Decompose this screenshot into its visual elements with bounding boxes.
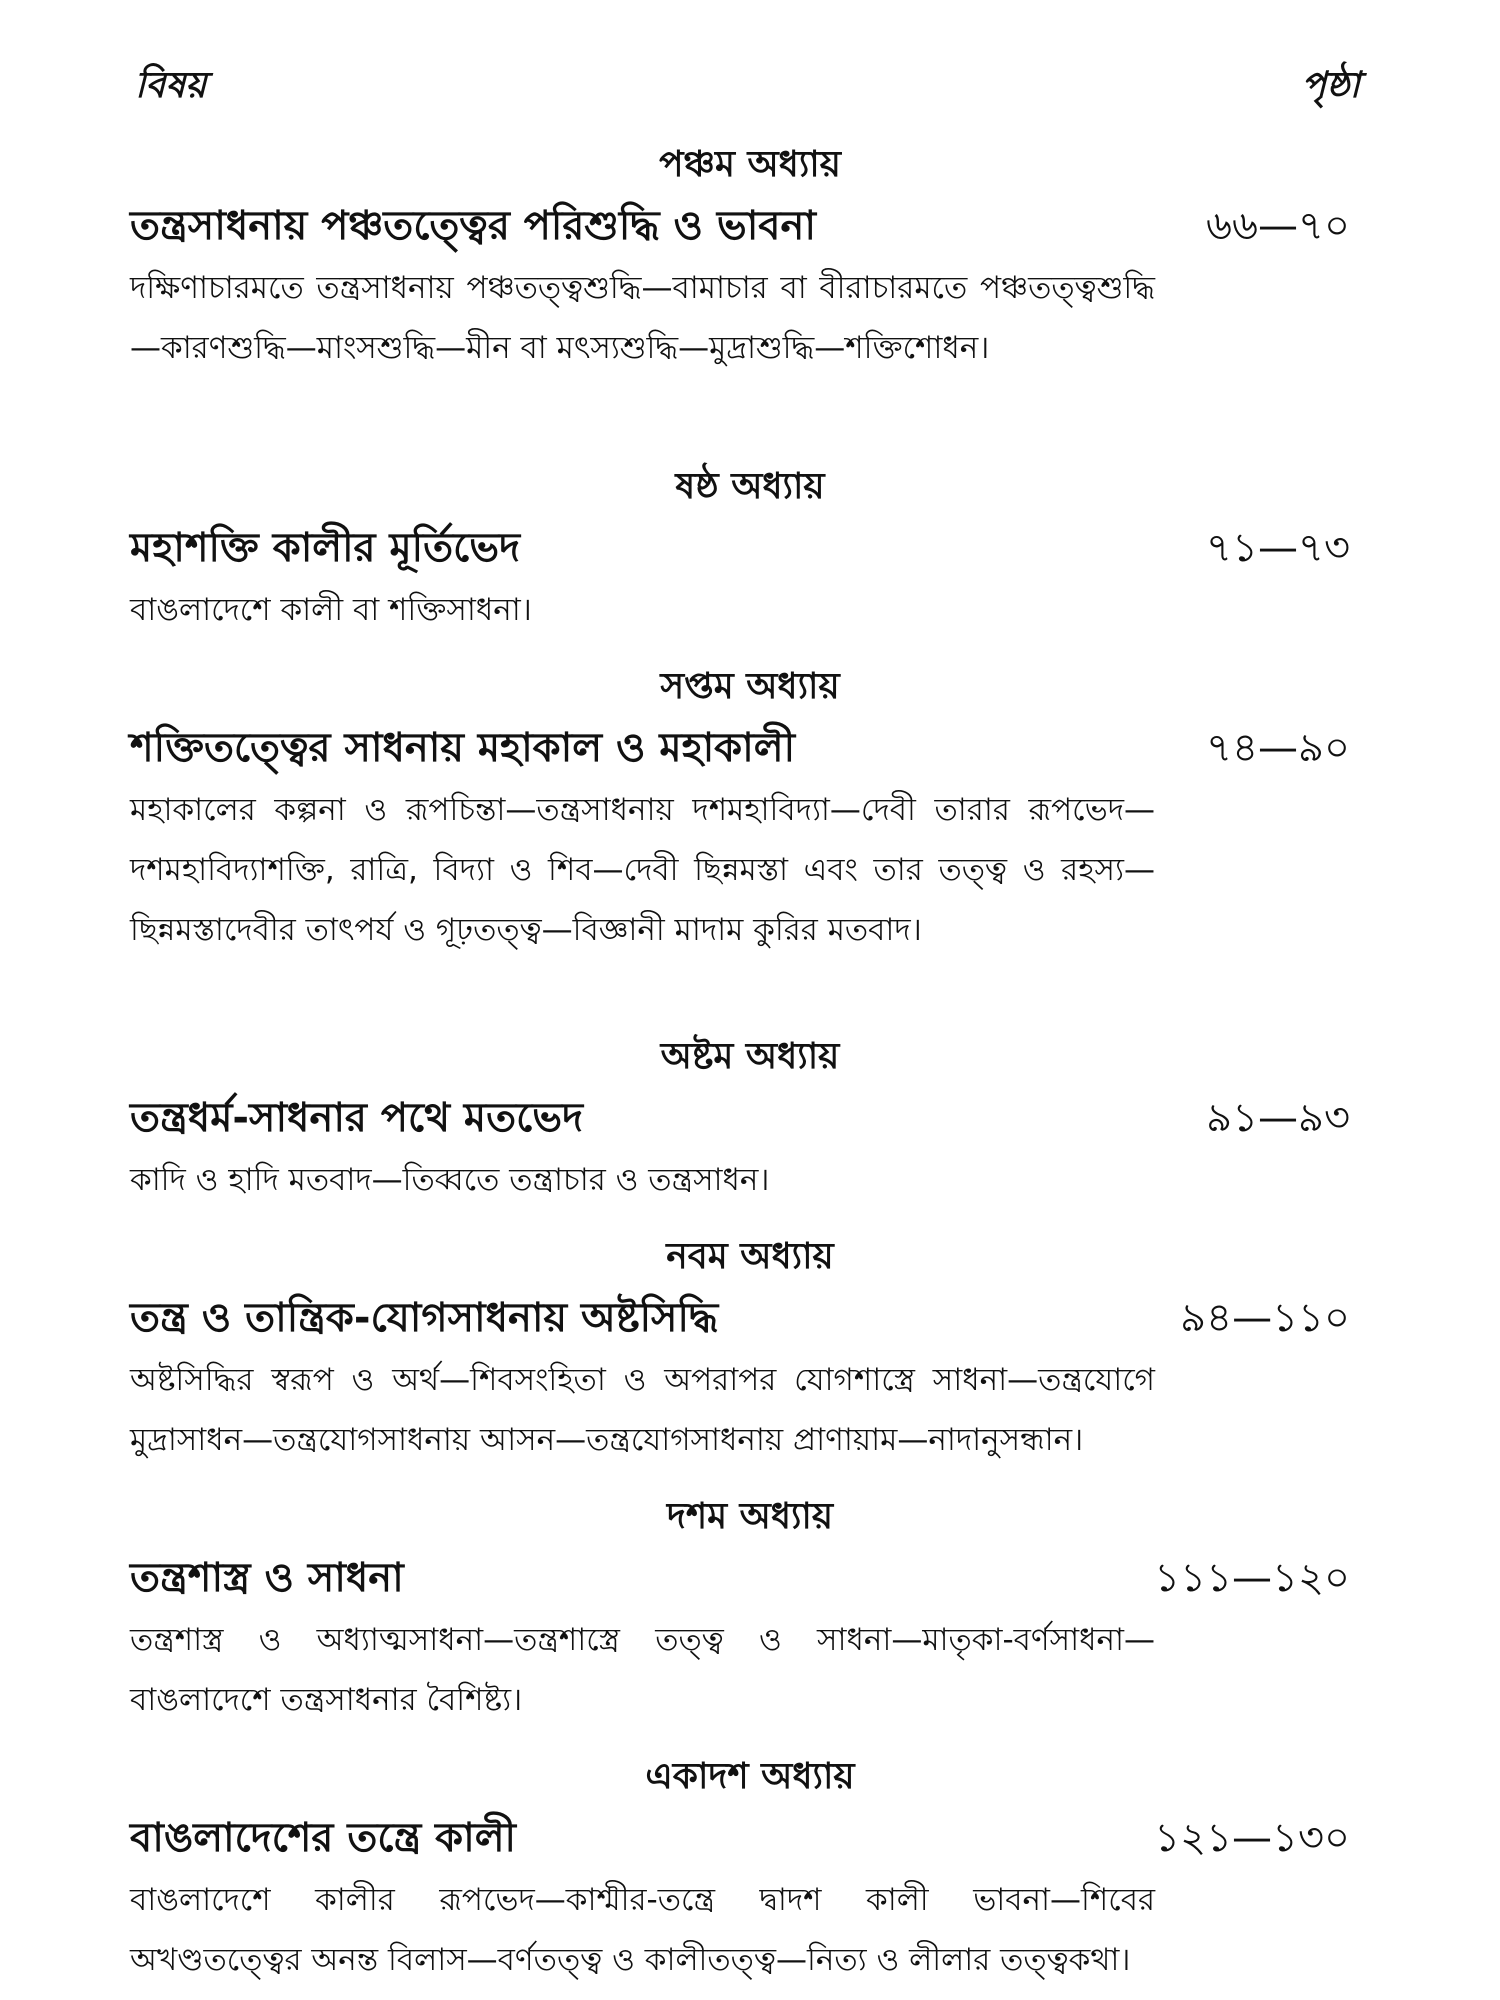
chapter-title: শক্তিতত্ত্বের সাধনায় মহাকাল ও মহাকালী [130,725,796,771]
chapter-heading: নবম অধ্যায় [666,1236,834,1277]
chapter-description: মহাকালের কল্পনা ও রূপচিন্তা—তন্ত্রসাধনায় দশমহাবিদ্যা—দেবী তারার রূপভেদ—দশমহাবিদ্যাশক্তি, রাত্রি, বিদ্যা ও শিব—দেবী ছিন্নমস্তা এবং তার তত্ত্ব ও রহস্য—ছিন্নমস্তাদেবীর তাৎপর্য ও গূঢ়তত্ত্ব—বিজ্ঞানী মাদাম কুরির মতবাদ। [130,792,1155,948]
chapter-heading: পঞ্চম অধ্যায় [659,144,841,185]
chapter-entry [0,140,1500,378]
chapter-title-row [0,718,1500,778]
chapter-entry [0,1492,1500,1730]
chapter-title: মহাশক্তি কালীর মূর্তিভেদ [130,525,521,571]
chapter-heading: ষষ্ঠ অধ্যায় [675,466,825,507]
chapter-heading: সপ্তম অধ্যায় [660,666,840,707]
chapter-heading: দশম অধ্যায় [666,1496,834,1537]
chapter-page-range: ৬৬—৭০ [1205,203,1350,249]
chapter-heading: একাদশ অধ্যায় [645,1756,855,1797]
chapter-title-row [0,1288,1500,1348]
chapter-description: তন্ত্রশাস্ত্র ও অধ্যাত্মসাধনা—তন্ত্রশাস্ত্রে তত্ত্ব ও সাধনা—মাতৃকা-বর্ণসাধনা—বাঙলাদেশে তন্ত্রসাধনার বৈশিষ্ট্য। [130,1622,1155,1718]
chapter-description: অষ্টসিদ্ধির স্বরূপ ও অর্থ—শিবসংহিতা ও অপরাপর যোগশাস্ত্রে সাধনা—তন্ত্রযোগে মুদ্রাসাধন—তন্ত্রযোগসাধনায় আসন—তন্ত্রযোগসাধনায় প্রাণায়াম—নাদানুসন্ধান। [130,1362,1155,1458]
chapter-title: তন্ত্রধর্ম-সাধনার পথে মতভেদ [130,1095,584,1141]
chapter-title-row [0,518,1500,578]
chapter-heading: অষ্টম অধ্যায় [660,1036,840,1077]
chapter-page-range: ৭১—৭৩ [1206,525,1350,571]
chapter-page-range: ১২১—১৩০ [1154,1815,1350,1861]
chapter-title: তন্ত্রসাধনায় পঞ্চতত্ত্বের পরিশুদ্ধি ও ভাবনা [130,203,817,249]
chapter-title: তন্ত্রশাস্ত্র ও সাধনা [130,1555,404,1601]
chapter-description: কাদি ও হাদি মতবাদ—তিব্বতে তন্ত্রাচার ও তন্ত্রসাধন। [130,1162,770,1198]
chapter-entry [0,1232,1500,1470]
chapter-page-range: ৯৪—১১০ [1180,1295,1350,1341]
chapter-description: বাঙলাদেশে কালী বা শক্তিসাধনা। [130,592,532,628]
chapter-description: দক্ষিণাচারমতে তন্ত্রসাধনায় পঞ্চতত্ত্বশুদ্ধি—বামাচার বা বীরাচারমতে পঞ্চতত্ত্বশুদ্ধি—কারণশুদ্ধি—মাংসশুদ্ধি—মীন বা মৎস্যশুদ্ধি—মুদ্রাশুদ্ধি—শক্তিশোধন। [130,270,1155,366]
chapter-page-range: ১১১—১২০ [1154,1555,1350,1601]
chapter-title: বাঙলাদেশের তন্ত্রে কালী [130,1815,516,1861]
chapter-title-row [0,1088,1500,1148]
faded-header-mark [560,0,890,40]
chapter-title-row [0,1548,1500,1608]
chapter-entry [0,1752,1500,1990]
chapter-page-range: ৯১—৯৩ [1206,1095,1350,1141]
chapter-title-row [0,196,1500,256]
chapter-entry [0,662,1500,960]
chapter-description: বাঙলাদেশে কালীর রূপভেদ—কাশ্মীর-তন্ত্রে দ্বাদশ কালী ভাবনা—শিবের অখণ্ডতত্ত্বের অনন্ত বিলাস—বর্ণতত্ত্ব ও কালীতত্ত্ব—নিত্য ও লীলার তত্ত্বকথা। [130,1882,1155,1978]
chapter-title-row [0,1808,1500,1868]
chapter-entry [0,1032,1500,1210]
chapter-title: তন্ত্র ও তান্ত্রিক-যোগসাধনায় অষ্টসিদ্ধি [130,1295,719,1341]
subject-column-label: বিষয় [135,65,207,106]
page-column-label: পৃষ্ঠা [1301,65,1360,106]
chapter-page-range: ৭৪—৯০ [1206,725,1350,771]
chapter-entry [0,462,1500,640]
